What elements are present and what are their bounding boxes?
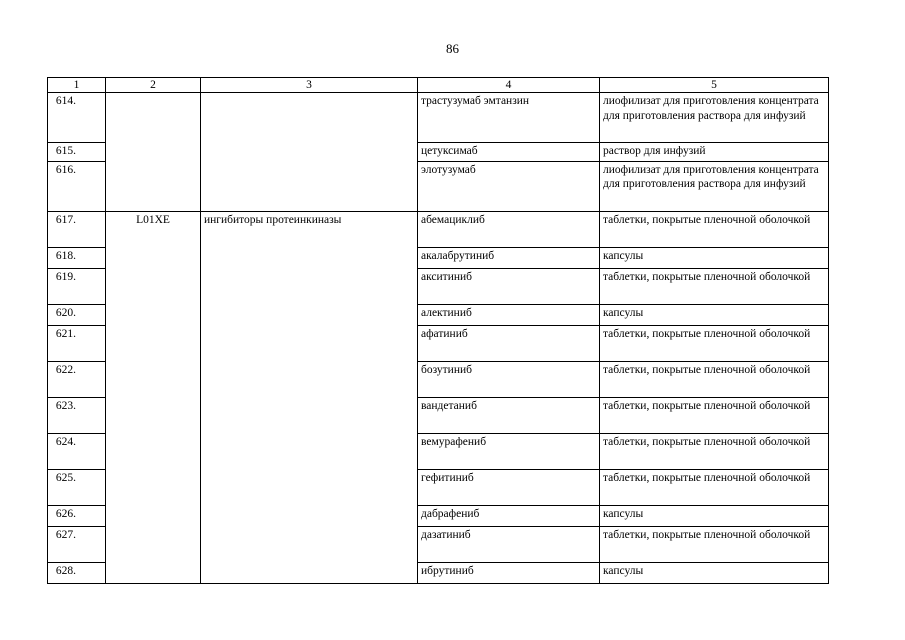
row-number: 618. xyxy=(48,247,106,268)
column-header-2: 2 xyxy=(106,78,201,93)
row-number: 619. xyxy=(48,268,106,304)
drug-table xyxy=(47,77,829,584)
drug-name: гефитиниб xyxy=(418,469,600,505)
row-number: 616. xyxy=(48,161,106,211)
atc-code-cell xyxy=(106,93,201,212)
page-number: 86 xyxy=(446,41,459,56)
drug-name: акситиниб xyxy=(418,268,600,304)
dosage-form: таблетки, покрытые пленочной оболочкой xyxy=(600,433,829,469)
dosage-form: таблетки, покрытые пленочной оболочкой xyxy=(600,397,829,433)
drug-name: алектиниб xyxy=(418,304,600,325)
drug-name: ибрутиниб xyxy=(418,562,600,583)
table-row xyxy=(48,93,829,143)
dosage-form: таблетки, покрытые пленочной оболочкой xyxy=(600,469,829,505)
row-number: 622. xyxy=(48,361,106,397)
row-number: 615. xyxy=(48,143,106,162)
dosage-form: таблетки, покрытые пленочной оболочкой xyxy=(600,211,829,247)
dosage-form: капсулы xyxy=(600,562,829,583)
dosage-form: лиофилизат для приготовления концентрата для приготовления раствора для инфузий xyxy=(600,161,829,211)
row-number: 620. xyxy=(48,304,106,325)
drug-name: бозутиниб xyxy=(418,361,600,397)
table-body xyxy=(48,93,829,584)
row-number: 614. xyxy=(48,93,106,143)
column-header-5: 5 xyxy=(600,78,829,93)
row-number: 625. xyxy=(48,469,106,505)
dosage-form: капсулы xyxy=(600,247,829,268)
dosage-form: капсулы xyxy=(600,304,829,325)
drug-name: вандетаниб xyxy=(418,397,600,433)
dosage-form: раствор для инфузий xyxy=(600,143,829,162)
drug-name: акалабрутиниб xyxy=(418,247,600,268)
row-number: 624. xyxy=(48,433,106,469)
row-number: 626. xyxy=(48,505,106,526)
drug-name: дазатиниб xyxy=(418,526,600,562)
drug-name: абемациклиб xyxy=(418,211,600,247)
drug-name: элотузумаб xyxy=(418,161,600,211)
row-number: 627. xyxy=(48,526,106,562)
dosage-form: лиофилизат для приготовления концентрата для приготовления раствора для инфузий xyxy=(600,93,829,143)
dosage-form: капсулы xyxy=(600,505,829,526)
dosage-form: таблетки, покрытые пленочной оболочкой xyxy=(600,526,829,562)
row-number: 617. xyxy=(48,211,106,247)
row-number: 621. xyxy=(48,325,106,361)
atc-code-cell: L01XE xyxy=(106,211,201,583)
group-name-cell xyxy=(201,93,418,212)
dosage-form: таблетки, покрытые пленочной оболочкой xyxy=(600,325,829,361)
drug-name: вемурафениб xyxy=(418,433,600,469)
table-row xyxy=(48,211,829,247)
row-number: 628. xyxy=(48,562,106,583)
header-row xyxy=(48,78,829,93)
row-number: 623. xyxy=(48,397,106,433)
drug-name: афатиниб xyxy=(418,325,600,361)
drug-name: дабрафениб xyxy=(418,505,600,526)
column-header-1: 1 xyxy=(48,78,106,93)
drug-name: цетуксимаб xyxy=(418,143,600,162)
drug-name: трастузумаб эмтанзин xyxy=(418,93,600,143)
dosage-form: таблетки, покрытые пленочной оболочкой xyxy=(600,268,829,304)
group-name-cell: ингибиторы протеинкиназы xyxy=(201,211,418,583)
dosage-form: таблетки, покрытые пленочной оболочкой xyxy=(600,361,829,397)
column-header-3: 3 xyxy=(201,78,418,93)
column-header-4: 4 xyxy=(418,78,600,93)
